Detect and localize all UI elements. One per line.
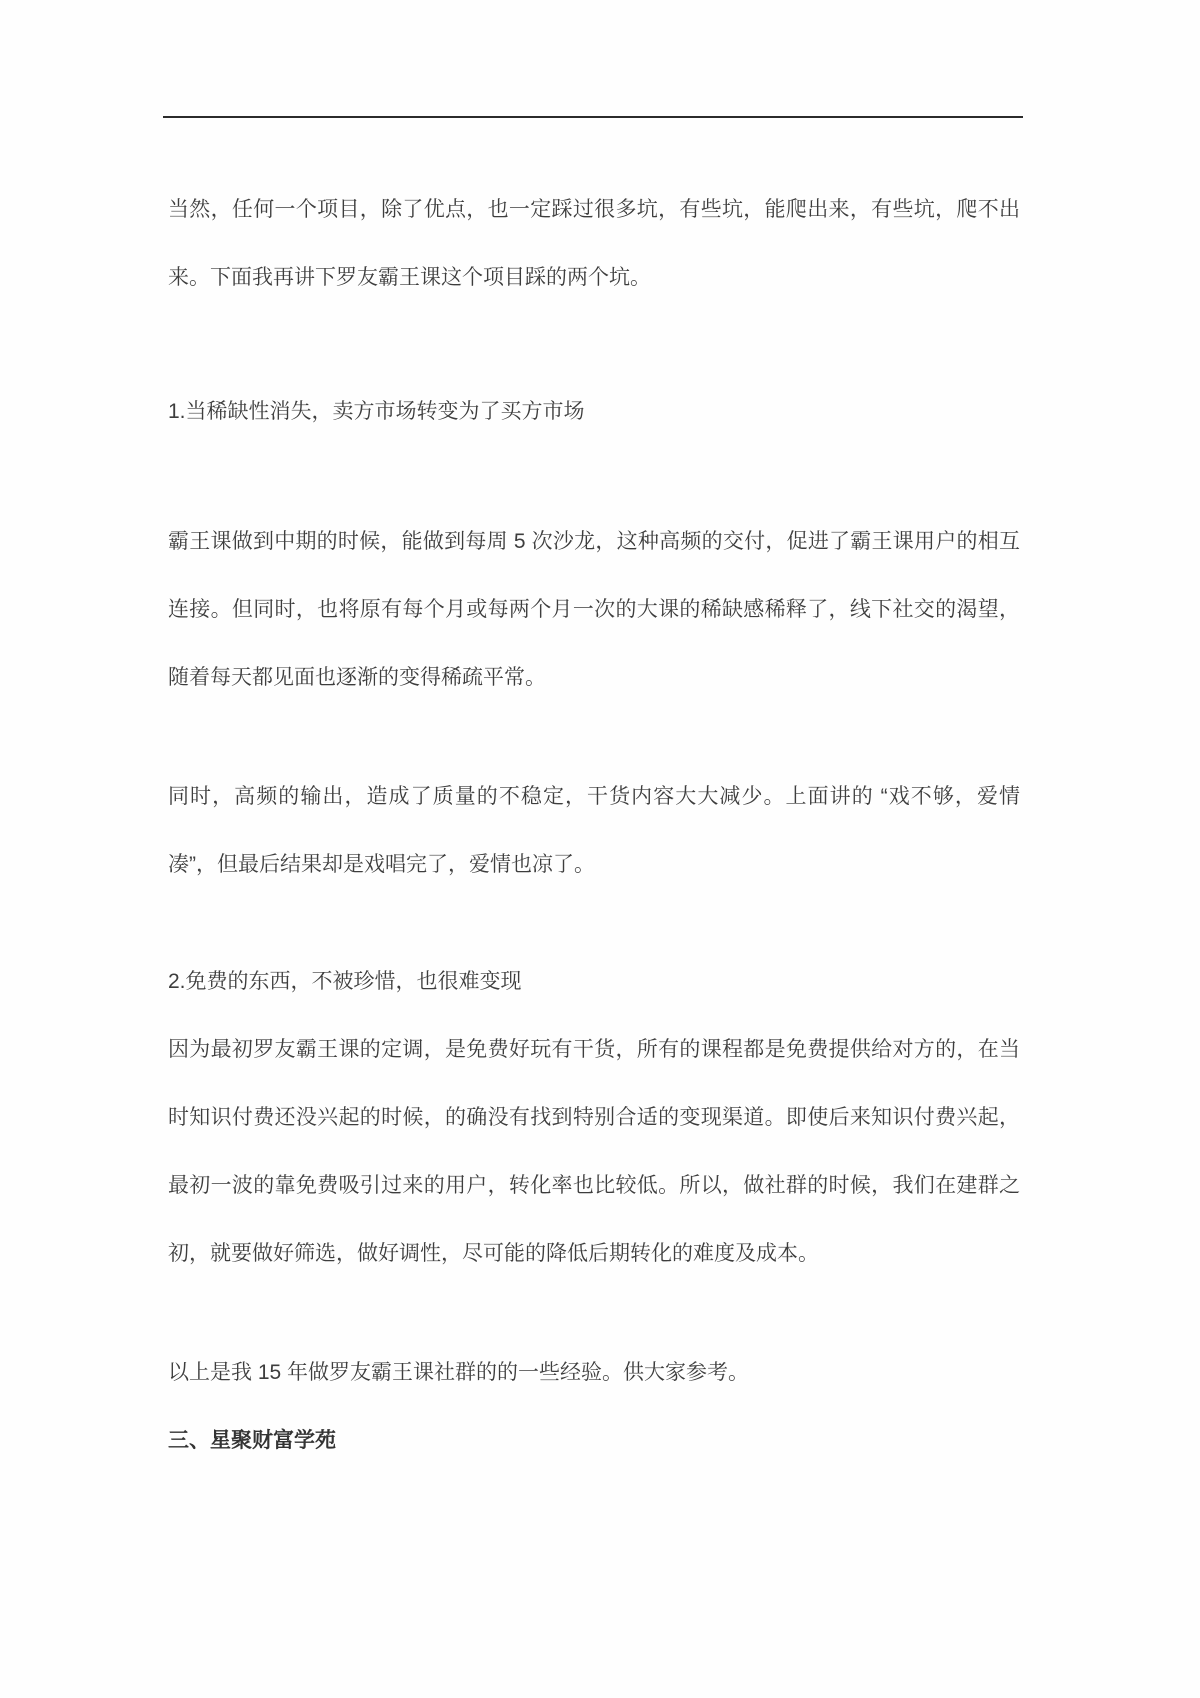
section-heading-xingju-wealth-academy: 三、星聚财富学苑	[168, 1429, 336, 1452]
point-2-free-things: 2.免费的东西，不被珍惜，也很难变现	[168, 970, 522, 993]
point-1-scarcity-lost: 1.当稀缺性消失，卖方市场转变为了买方市场	[168, 400, 585, 423]
paragraph-free-positioning: 因为最初罗友霸王课的定调，是免费好玩有干货，所有的课程都是免费提供给对方的，在当时知识付费还没兴起的时候，的确没有找到特别合适的变现渠道。即使后来知识付费兴起，最初一波的靠免费吸引过来的用户，转化率也比较低。所以，做社群的时候，我们在建群之初，就要做好筛选，做好调性，尽可能的降低后期转化的难度及成本。	[168, 1038, 1020, 1265]
paragraph-pitfalls-intro: 当然，任何一个项目，除了优点，也一定踩过很多坑，有些坑，能爬出来，有些坑，爬不出来。下面我再讲下罗友霸王课这个项目踩的两个坑。	[168, 198, 1020, 289]
paragraph-quality-instability: 同时，高频的输出，造成了质量的不稳定，干货内容大大减少。上面讲的 “戏不够，爱情凑”，但最后结果却是戏唱完了，爱情也凉了。	[168, 785, 1020, 876]
paragraph-summary-experience: 以上是我 15 年做罗友霸王课社群的的一些经验。供大家参考。	[168, 1361, 750, 1384]
paragraph-weekly-salons: 霸王课做到中期的时候，能做到每周 5 次沙龙，这种高频的交付，促进了霸王课用户的相互连接。但同时，也将原有每个月或每两个月一次的大课的稀缺感稀释了，线下社交的渴望，随着每天都见面也逐渐的变得稀疏平常。	[168, 530, 1020, 689]
document-content	[168, 0, 1020, 1475]
